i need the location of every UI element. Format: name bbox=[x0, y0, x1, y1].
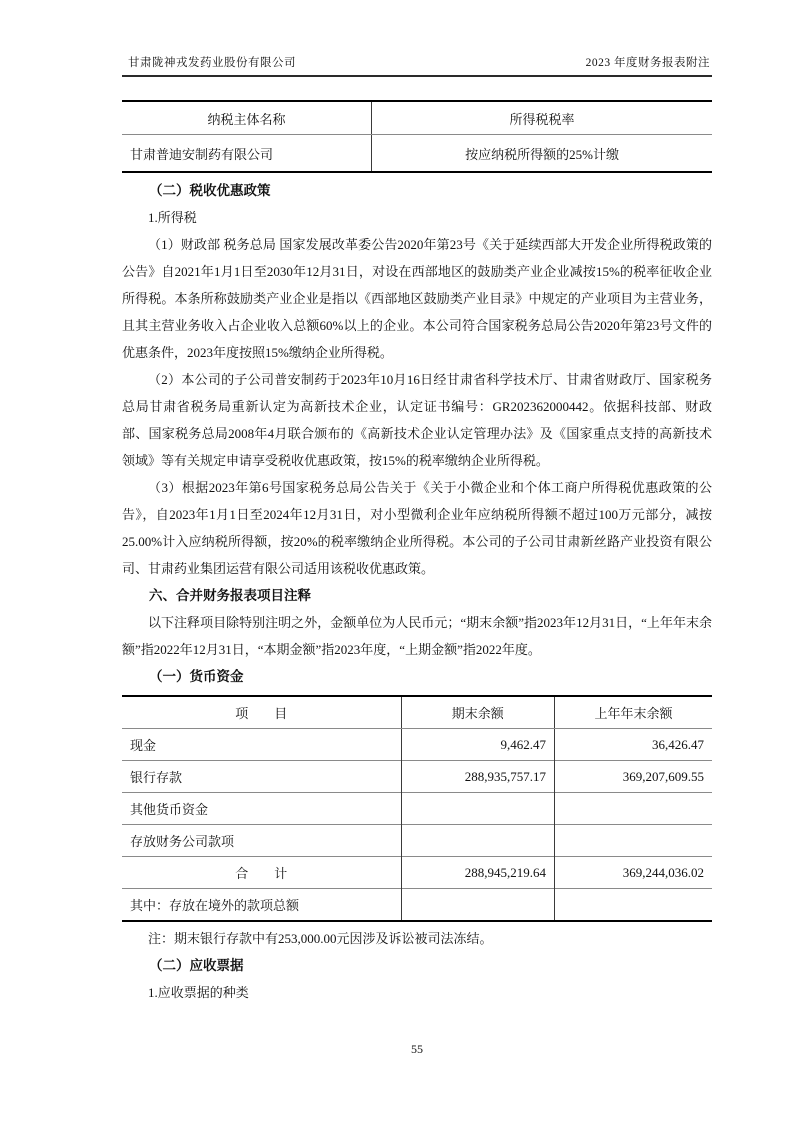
cell-prior-balance: 369,244,036.02 bbox=[554, 857, 712, 889]
cell-ending-balance bbox=[401, 825, 554, 857]
page-content bbox=[122, 54, 712, 1006]
section-title-tax-policy: （二）税收优惠政策 bbox=[149, 183, 271, 198]
cell-prior-balance bbox=[554, 889, 712, 922]
table-row-overseas-deposits bbox=[122, 889, 712, 922]
paragraph-notes-intro: 以下注释项目除特别注明之外，金额单位为人民币元；“期末余额”指2023年12月31日，“上年年末余额”指2022年12月31日，“本期金额”指2023年度，“上期金额”指2022年度。 bbox=[122, 615, 712, 657]
section-title-cash: （一）货币资金 bbox=[149, 669, 244, 684]
cell-prior-balance: 369,207,609.55 bbox=[554, 761, 712, 793]
running-header bbox=[122, 54, 712, 77]
cell-prior-balance bbox=[554, 793, 712, 825]
table-row-bank-deposits bbox=[122, 761, 712, 793]
cell-ending-balance bbox=[401, 889, 554, 922]
column-header-item: 项 目 bbox=[122, 696, 401, 729]
cell-item: 其他货币资金 bbox=[122, 793, 401, 825]
paragraph-tax-policy-3: （3）根据2023年第6号国家税务总局公告关于《关于小微企业和个体工商户所得税优惠政策的公告》，自2023年1月1日至2024年12月31日，对小型微利企业年应纳税所得额不超过100万元部分，减按25.00%计入应纳税所得额，按20%的税率缴纳企业所得税。本公司的子公司甘肃新丝路产业投资有限公司、甘肃药业集团运营有限公司适用该税收优惠政策。 bbox=[122, 480, 712, 576]
cell-tax-rate: 按应纳税所得额的25%计缴 bbox=[372, 135, 712, 173]
column-header-prior-year-balance: 上年年末余额 bbox=[554, 696, 712, 729]
paragraph-tax-policy-1: （1）财政部 税务总局 国家发展改革委公告2020年第23号《关于延续西部大开发企业所得税政策的公告》自2021年1月1日至2030年12月31日，对设在西部地区的鼓励类产业企业减按15%的税率征收企业所得税。本条所称鼓励类产业企业是指以《西部地区鼓励类产业目录》中规定的产业项目为主营业务，且其主营业务收入占企业收入总额60%以上的企业。本公司符合国家税务总局公告2020年第23号文件的优惠条件，2023年度按照15%缴纳企业所得税。 bbox=[122, 237, 712, 360]
cell-ending-balance: 288,935,757.17 bbox=[401, 761, 554, 793]
table-row bbox=[122, 135, 712, 173]
table-row-cash bbox=[122, 729, 712, 761]
paragraph-tax-policy-2: （2）本公司的子公司普安制药于2023年10月16日经甘肃省科学技术厅、甘肃省财政厅、国家税务总局甘肃省税务局重新认定为高新技术企业，认定证书编号：GR202362000442。依据科技部、财政部、国家税务总局2008年4月联合颁布的《高新技术企业认定管理办法》及《国家重点支持的高新技术领域》等有关规定申请享受税收优惠政策，按15%的税率缴纳企业所得税。 bbox=[122, 372, 712, 468]
cell-item-total: 合 计 bbox=[122, 857, 401, 889]
header-doc-title: 2023 年度财务报表附注 bbox=[585, 57, 710, 69]
table-header-row bbox=[122, 696, 712, 729]
column-header-ending-balance: 期末余额 bbox=[401, 696, 554, 729]
page-number: 55 bbox=[411, 1042, 423, 1056]
cell-ending-balance bbox=[401, 793, 554, 825]
table-row-finance-company-deposits bbox=[122, 825, 712, 857]
subsection-income-tax: 1.所得税 bbox=[148, 210, 197, 225]
column-header-tax-entity: 纳税主体名称 bbox=[122, 101, 372, 135]
cell-item: 其中：存放在境外的款项总额 bbox=[122, 889, 401, 922]
cell-prior-balance bbox=[554, 825, 712, 857]
table-header-row bbox=[122, 101, 712, 135]
table-row-total bbox=[122, 857, 712, 889]
section-title-notes: 六、合并财务报表项目注释 bbox=[149, 588, 311, 603]
cell-entity-name: 甘肃普迪安制药有限公司 bbox=[122, 135, 372, 173]
table-footnote: 注：期末银行存款中有253,000.00元因涉及诉讼被司法冻结。 bbox=[148, 931, 493, 946]
header-company: 甘肃陇神戎发药业股份有限公司 bbox=[128, 57, 296, 69]
cell-ending-balance: 9,462.47 bbox=[401, 729, 554, 761]
cell-item: 存放财务公司款项 bbox=[122, 825, 401, 857]
cell-prior-balance: 36,426.47 bbox=[554, 729, 712, 761]
subsection-receivable-types: 1.应收票据的种类 bbox=[148, 985, 249, 1000]
cash-funds-table bbox=[122, 695, 712, 922]
cell-ending-balance: 288,945,219.64 bbox=[401, 857, 554, 889]
cell-item: 现金 bbox=[122, 729, 401, 761]
tax-rate-table bbox=[122, 100, 712, 173]
table-row-other-monetary-funds bbox=[122, 793, 712, 825]
cell-item: 银行存款 bbox=[122, 761, 401, 793]
column-header-tax-rate: 所得税税率 bbox=[372, 101, 712, 135]
section-title-receivable: （二）应收票据 bbox=[149, 958, 244, 973]
